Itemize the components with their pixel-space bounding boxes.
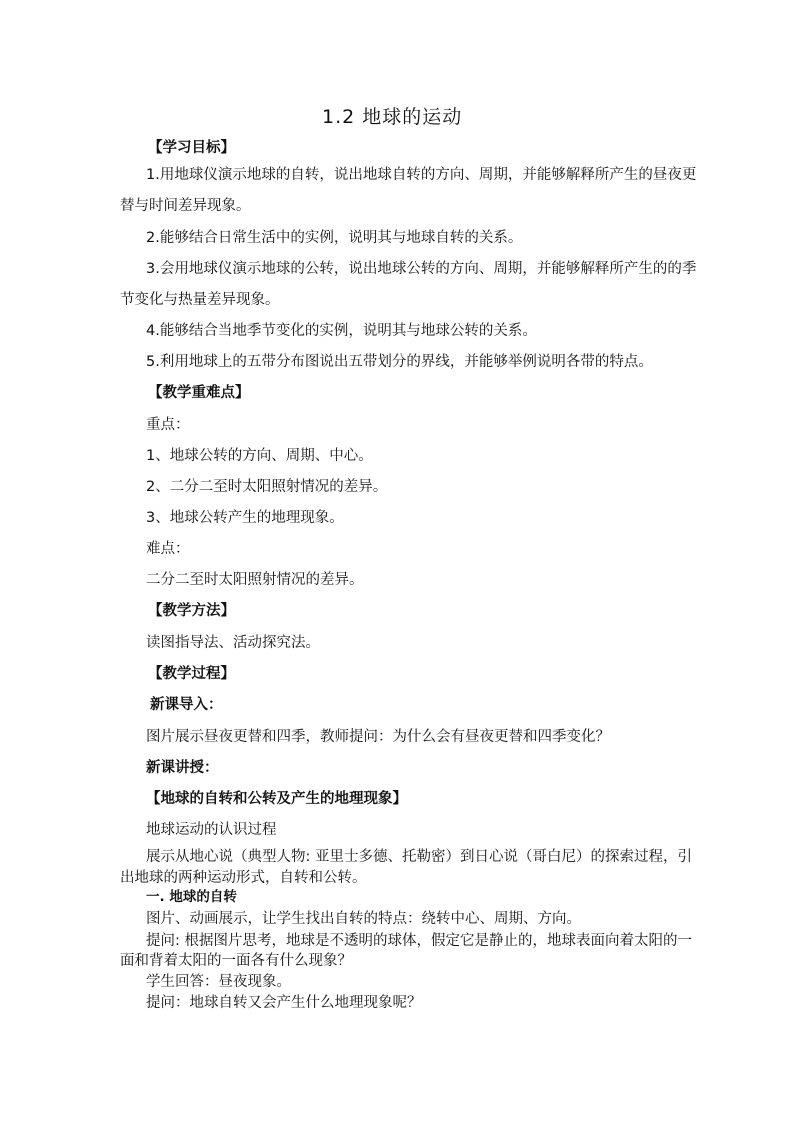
goal-2: 2.能够结合日常生活中的实例，说明其与地球自转的关系。 xyxy=(146,230,523,246)
goal-5: 5.利用地球上的五带分布图说出五带划分的界线，并能够举例说明各带的特点。 xyxy=(146,354,653,370)
rotation-text: 图片、动画展示，让学生找出自转的特点：绕转中心、周期、方向。 xyxy=(146,911,581,927)
student-answer: 学生回答：昼夜现象。 xyxy=(146,974,291,990)
history-line-2: 出地球的两种运动形式，自转和公转。 xyxy=(120,870,367,886)
history-line-1: 展示从地心说（典型人物: 亚里士多德、托勒密）到日心说（哥白尼）的探索过程，引 xyxy=(146,849,692,865)
key-points-heading: 【教学重难点】 xyxy=(148,385,250,401)
key-point-1: 1、地球公转的方向、周期、中心。 xyxy=(146,448,373,464)
page-title: 1.2 地球的运动 xyxy=(322,106,463,128)
goal-1-line-2: 替与时间差异现象。 xyxy=(120,198,251,214)
intro-label: 新课导入： xyxy=(150,697,223,713)
goal-4: 4.能够结合当地季节变化的实例，说明其与地球公转的关系。 xyxy=(146,323,537,339)
method-heading: 【教学方法】 xyxy=(148,603,235,619)
process-heading: 【教学过程】 xyxy=(148,666,235,682)
question-line-2: 面和背着太阳的一面各有什么现象？ xyxy=(120,953,352,969)
rotation-heading: 一. 地球的自转 xyxy=(146,889,237,905)
key-point-3: 3、地球公转产生的地理现象。 xyxy=(146,510,344,526)
lecture-label: 新课讲授： xyxy=(146,760,219,776)
goals-heading: 【学习目标】 xyxy=(148,140,235,156)
difficulty-label: 难点： xyxy=(146,541,190,557)
cognition-text: 地球运动的认识过程 xyxy=(146,822,277,838)
intro-text: 图片展示昼夜更替和四季，教师提问：为什么会有昼夜更替和四季变化？ xyxy=(146,729,610,745)
goal-1-line-1: 1.用地球仪演示地球的自转，说出地球自转的方向、周期，并能够解释所产生的昼夜更 xyxy=(146,167,697,183)
question-2: 提问：地球自转又会产生什么地理现象呢？ xyxy=(146,995,422,1011)
question-line-1: 提问: 根据图片思考，地球是不透明的球体，假定它是静止的，地球表面向着太阳的一 xyxy=(146,933,692,949)
goal-3-line-1: 3.会用地球仪演示地球的公转，说出地球公转的方向、周期，并能够解释所产生的的季 xyxy=(146,261,697,277)
key-point-2: 2、二分二至时太阳照射情况的差异。 xyxy=(146,479,388,495)
topic-heading: 【地球的自转和公转及产生的地理现象】 xyxy=(146,791,407,807)
key-points-label: 重点： xyxy=(146,417,190,433)
goal-3-line-2: 节变化与热量差异现象。 xyxy=(120,292,280,308)
difficulty-1: 二分二至时太阳照射情况的差异。 xyxy=(146,572,364,588)
method-text: 读图指导法、活动探究法。 xyxy=(146,635,320,651)
